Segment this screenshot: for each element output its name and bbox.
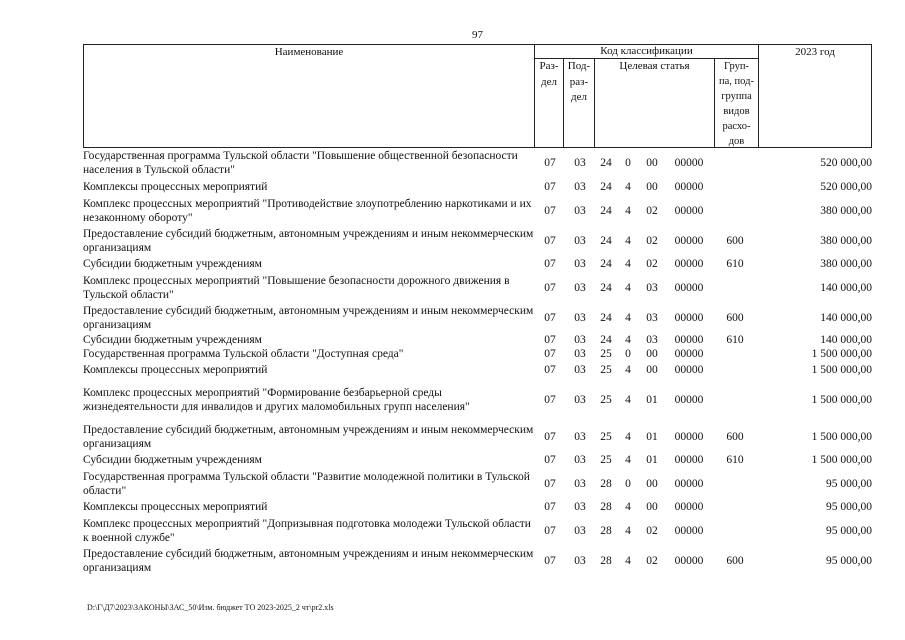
cell-name: Предоставление субсидий бюджетным, автономным учреждениям и иным некоммерческим организациям [83,424,534,450]
cell-c3: 02 [646,524,658,537]
cell-c4: 00000 [674,431,704,443]
cell-g [713,468,757,499]
cell-c3: 01 [646,454,658,466]
cell-c1: 28 [600,555,612,567]
cell-c2: 4 [625,204,631,217]
cell-c2: 4 [625,363,631,376]
cell-amount: 1 500 000,00 [811,431,872,443]
header-name: Наименование [83,44,535,148]
cell-pr: 03 [574,524,586,537]
cell-g: 600 [726,235,744,247]
table-row [83,256,872,272]
cell-r: 07 [544,312,556,324]
cell-c2: 4 [625,334,631,346]
cell-r: 07 [544,334,556,346]
cell-c3: 00 [646,363,658,376]
cell-c2: 4 [625,281,631,294]
table-row [83,226,872,256]
cell-r: 07 [544,235,556,247]
cell-c2: 4 [625,524,631,537]
cell-amount: 380 000,00 [820,235,872,247]
cell-c2: 4 [625,235,631,247]
table-row [83,546,872,576]
file-path-footer: D:\Г\Д7\2023\ЗАКОНЫ\ЗАС_50\Изм. бюджет ТО 2023-2025_2 чт\pr2.xls [87,603,334,612]
cell-amount: 1 500 000,00 [811,348,872,360]
cell-name: Комплекс процессных мероприятий "Формирование безбарьерной среды жизнедеятельности для инвалидов и других маломобильных групп населения" [83,387,470,413]
cell-amount: 95 000,00 [826,501,872,513]
cell-name: Субсидии бюджетным учреждениям [83,334,262,346]
cell-r: 07 [544,555,556,567]
header-razdel: Раз- дел [534,58,564,148]
cell-amount: 380 000,00 [820,258,872,270]
table-row [83,178,872,195]
cell-c2: 4 [625,501,631,513]
cell-c4: 00000 [674,180,704,193]
cell-c4: 00000 [674,363,704,376]
cell-g: 600 [726,555,744,567]
table-row [83,333,872,347]
cell-c1: 25 [600,348,612,360]
cell-c1: 24 [600,334,612,346]
cell-g [713,361,757,378]
cell-r: 07 [544,363,556,376]
cell-amount: 1 500 000,00 [811,363,872,376]
table-row [83,499,872,515]
page-number: 97 [472,29,483,41]
cell-g: 600 [726,312,744,324]
cell-amount: 140 000,00 [820,312,872,324]
cell-c4: 00000 [674,204,704,217]
table-row [83,452,872,468]
cell-g [713,178,757,195]
cell-amount: 520 000,00 [820,157,872,169]
table-row [83,515,872,546]
table-row [83,272,872,303]
cell-pr: 03 [574,204,586,217]
cell-c3: 03 [646,312,658,324]
cell-g: 610 [726,454,744,466]
cell-pr: 03 [574,258,586,270]
budget-table [83,44,872,576]
cell-g [713,347,757,361]
cell-c3: 03 [646,281,658,294]
cell-g [713,499,757,515]
cell-amount: 1 500 000,00 [811,454,872,466]
cell-c4: 00000 [674,281,704,294]
cell-c1: 24 [600,281,612,294]
cell-r: 07 [544,281,556,294]
cell-pr: 03 [574,394,586,406]
header-year: 2023 год [758,44,872,148]
cell-name: Предоставление субсидий бюджетным, автономным учреждениям и иным некоммерческим организациям [83,548,534,574]
table-row [83,148,872,178]
cell-pr: 03 [574,281,586,294]
cell-c1: 25 [600,363,612,376]
cell-c4: 00000 [674,348,704,360]
cell-c4: 00000 [674,394,704,406]
cell-pr: 03 [574,235,586,247]
cell-c4: 00000 [674,555,704,567]
cell-name: Комплекс процессных мероприятий "Повышение безопасности дорожного движения в Тульской области" [83,274,510,301]
cell-g: 610 [726,258,744,270]
cell-g [713,378,757,422]
cell-c1: 25 [600,454,612,466]
table-row [83,422,872,452]
cell-r: 07 [544,157,556,169]
cell-c1: 25 [600,431,612,443]
cell-c4: 00000 [674,524,704,537]
cell-r: 07 [544,258,556,270]
cell-c1: 24 [600,180,612,193]
cell-g [713,148,757,178]
cell-g [713,515,757,546]
cell-name: Комплекс процессных мероприятий "Допризывная подготовка молодежи Тульской области к военной службе" [83,517,531,544]
cell-pr: 03 [574,180,586,193]
cell-c2: 0 [625,348,631,360]
cell-amount: 1 500 000,00 [811,394,872,406]
cell-c4: 00000 [674,477,704,490]
cell-r: 07 [544,180,556,193]
cell-r: 07 [544,524,556,537]
cell-r: 07 [544,431,556,443]
cell-name: Субсидии бюджетным учреждениям [83,258,262,270]
cell-c3: 00 [646,157,658,169]
cell-c1: 25 [600,394,612,406]
cell-c3: 03 [646,334,658,346]
cell-amount: 380 000,00 [820,204,872,217]
cell-name: Субсидии бюджетным учреждениям [83,454,262,466]
cell-c2: 4 [625,312,631,324]
cell-c3: 02 [646,555,658,567]
cell-g: 610 [726,334,744,346]
cell-r: 07 [544,394,556,406]
cell-c3: 02 [646,258,658,270]
cell-c3: 00 [646,501,658,513]
cell-pr: 03 [574,477,586,490]
cell-c1: 24 [600,157,612,169]
cell-c4: 00000 [674,157,704,169]
cell-g: 600 [726,431,744,443]
cell-amount: 520 000,00 [820,180,872,193]
cell-c2: 4 [625,454,631,466]
cell-c2: 0 [625,157,631,169]
cell-name: Комплексы процессных мероприятий [83,180,268,193]
cell-r: 07 [544,454,556,466]
cell-c4: 00000 [674,235,704,247]
cell-pr: 03 [574,334,586,346]
cell-pr: 03 [574,501,586,513]
cell-pr: 03 [574,312,586,324]
cell-c2: 4 [625,555,631,567]
cell-amount: 95 000,00 [826,524,872,537]
cell-c2: 4 [625,394,631,406]
cell-c3: 00 [646,348,658,360]
cell-name: Комплексы процессных мероприятий [83,501,268,513]
cell-pr: 03 [574,348,586,360]
cell-g [713,272,757,303]
cell-amount: 140 000,00 [820,334,872,346]
cell-amount: 95 000,00 [826,477,872,490]
cell-name: Комплексы процессных мероприятий [83,363,268,376]
table-header [83,44,872,148]
cell-c2: 4 [625,431,631,443]
cell-name: Государственная программа Тульской области "Развитие молодежной политики в Тульской области" [83,470,530,497]
header-podrazdel: Под- раз- дел [563,58,595,148]
table-row [83,303,872,333]
cell-c1: 24 [600,312,612,324]
cell-c3: 01 [646,394,658,406]
cell-c1: 28 [600,501,612,513]
cell-c3: 01 [646,431,658,443]
header-code: Код классификации [534,44,759,59]
cell-c1: 24 [600,258,612,270]
cell-name: Государственная программа Тульской области "Повышение общественной безопасности населения в Тульской области" [83,150,518,176]
cell-c1: 24 [600,204,612,217]
table-row [83,195,872,226]
cell-c4: 00000 [674,454,704,466]
cell-r: 07 [544,204,556,217]
cell-c3: 02 [646,204,658,217]
cell-pr: 03 [574,363,586,376]
cell-amount: 140 000,00 [820,281,872,294]
cell-c1: 28 [600,524,612,537]
cell-c4: 00000 [674,312,704,324]
cell-c2: 0 [625,477,631,490]
table-body [83,148,872,576]
cell-pr: 03 [574,555,586,567]
cell-c1: 28 [600,477,612,490]
cell-r: 07 [544,477,556,490]
cell-c3: 00 [646,477,658,490]
cell-c3: 02 [646,235,658,247]
cell-c2: 4 [625,258,631,270]
cell-pr: 03 [574,157,586,169]
table-row [83,361,872,378]
cell-r: 07 [544,348,556,360]
cell-amount: 95 000,00 [826,555,872,567]
cell-name: Комплекс процессных мероприятий "Противодействие злоупотреблению наркотиками и их незаконному обороту" [83,197,532,224]
cell-pr: 03 [574,431,586,443]
cell-c3: 00 [646,180,658,193]
cell-r: 07 [544,501,556,513]
cell-g [713,195,757,226]
cell-c4: 00000 [674,334,704,346]
cell-pr: 03 [574,454,586,466]
cell-c4: 00000 [674,501,704,513]
cell-name: Предоставление субсидий бюджетным, автономным учреждениям и иным некоммерческим организациям [83,305,534,331]
table-row [83,347,872,361]
cell-name: Государственная программа Тульской области "Доступная среда" [83,348,404,360]
cell-c2: 4 [625,180,631,193]
cell-c4: 00000 [674,258,704,270]
table-row [83,378,872,422]
header-target-article: Целевая статья [594,58,715,148]
header-expense-group: Груп- па, под- группа видов расхо- дов [714,58,759,148]
table-row [83,468,872,499]
cell-name: Предоставление субсидий бюджетным, автономным учреждениям и иным некоммерческим организациям [83,228,534,254]
cell-c1: 24 [600,235,612,247]
